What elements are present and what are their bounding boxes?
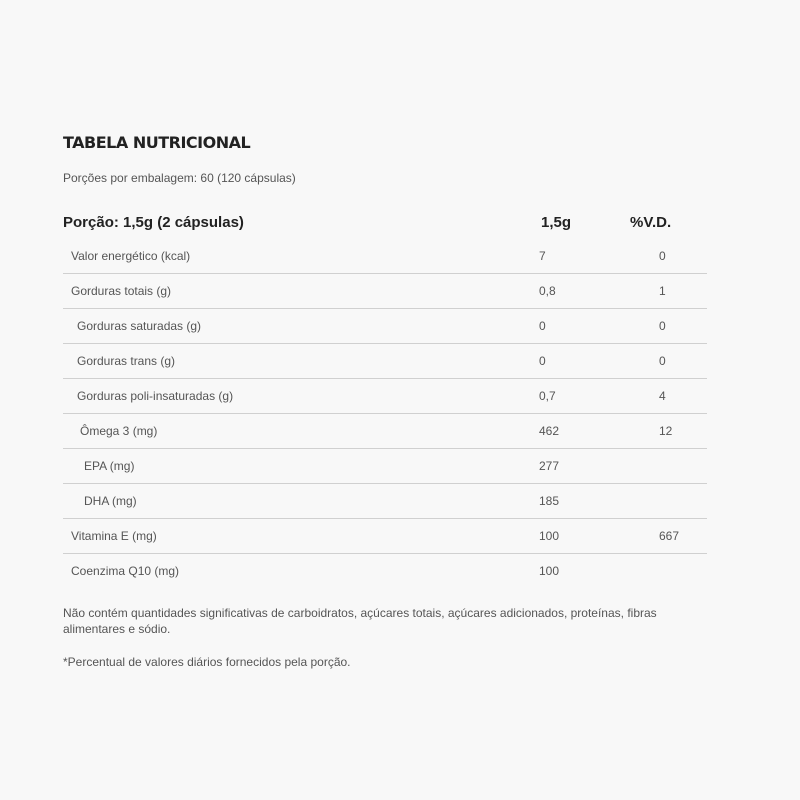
nutrient-amount: 462 xyxy=(539,424,560,438)
table-row xyxy=(63,239,707,274)
nutrient-name: Gorduras totais (g) xyxy=(71,284,172,298)
nutrition-rows xyxy=(63,239,707,588)
table-row xyxy=(63,484,707,519)
table-row xyxy=(63,309,707,344)
nutrient-name: Gorduras saturadas (g) xyxy=(77,319,202,333)
portion-header: Porção: 1,5g (2 cápsulas) xyxy=(63,213,244,231)
nutrient-vd: 0 xyxy=(659,354,666,368)
nutrient-vd: 0 xyxy=(659,249,666,263)
nutrient-name: Gorduras trans (g) xyxy=(77,354,176,368)
nutrient-amount: 100 xyxy=(539,529,560,543)
nutrient-vd: 4 xyxy=(659,389,666,403)
nutrient-vd: 667 xyxy=(659,529,680,543)
table-row xyxy=(63,344,707,379)
amount-header: 1,5g xyxy=(541,213,572,231)
vd-footnote: *Percentual de valores diários fornecidos pela porção. xyxy=(63,655,351,669)
nutrient-vd: 1 xyxy=(659,284,666,298)
table-row xyxy=(63,449,707,484)
nutrition-table-panel xyxy=(63,132,707,670)
nutrient-vd: 12 xyxy=(659,424,673,438)
table-row xyxy=(63,414,707,449)
table-row xyxy=(63,379,707,414)
nutrient-name: Ômega 3 (mg) xyxy=(80,424,158,438)
nutrient-name: Vitamina E (mg) xyxy=(71,529,157,543)
nutrient-name: Coenzima Q10 (mg) xyxy=(71,564,180,578)
nutrient-name: Gorduras poli-insaturadas (g) xyxy=(77,389,234,403)
nutrient-amount: 100 xyxy=(539,564,560,578)
table-row xyxy=(63,554,707,588)
table-row xyxy=(63,519,707,554)
table-header xyxy=(63,207,707,237)
nutrient-amount: 277 xyxy=(539,459,560,473)
nutrient-name: EPA (mg) xyxy=(84,459,135,473)
table-title: TABELA NUTRICIONAL xyxy=(63,133,251,152)
nutrient-amount: 0 xyxy=(539,319,546,333)
servings-per-package: Porções por embalagem: 60 (120 cápsulas) xyxy=(63,171,296,185)
nutrient-name: DHA (mg) xyxy=(84,494,137,508)
nutrient-amount: 0 xyxy=(539,354,546,368)
nutrition-note: Não contém quantidades significativas de carboidratos, açúcares totais, açúcares adicionados, proteínas, fibras alimentares e sódio. xyxy=(63,606,657,636)
nutrient-vd: 0 xyxy=(659,319,666,333)
nutrient-amount: 0,8 xyxy=(539,284,556,298)
nutrient-amount: 0,7 xyxy=(539,389,556,403)
nutrient-name: Valor energético (kcal) xyxy=(71,249,191,263)
vd-header: %V.D. xyxy=(630,213,672,231)
nutrient-amount: 7 xyxy=(539,249,546,263)
nutrient-amount: 185 xyxy=(539,494,560,508)
table-row xyxy=(63,274,707,309)
